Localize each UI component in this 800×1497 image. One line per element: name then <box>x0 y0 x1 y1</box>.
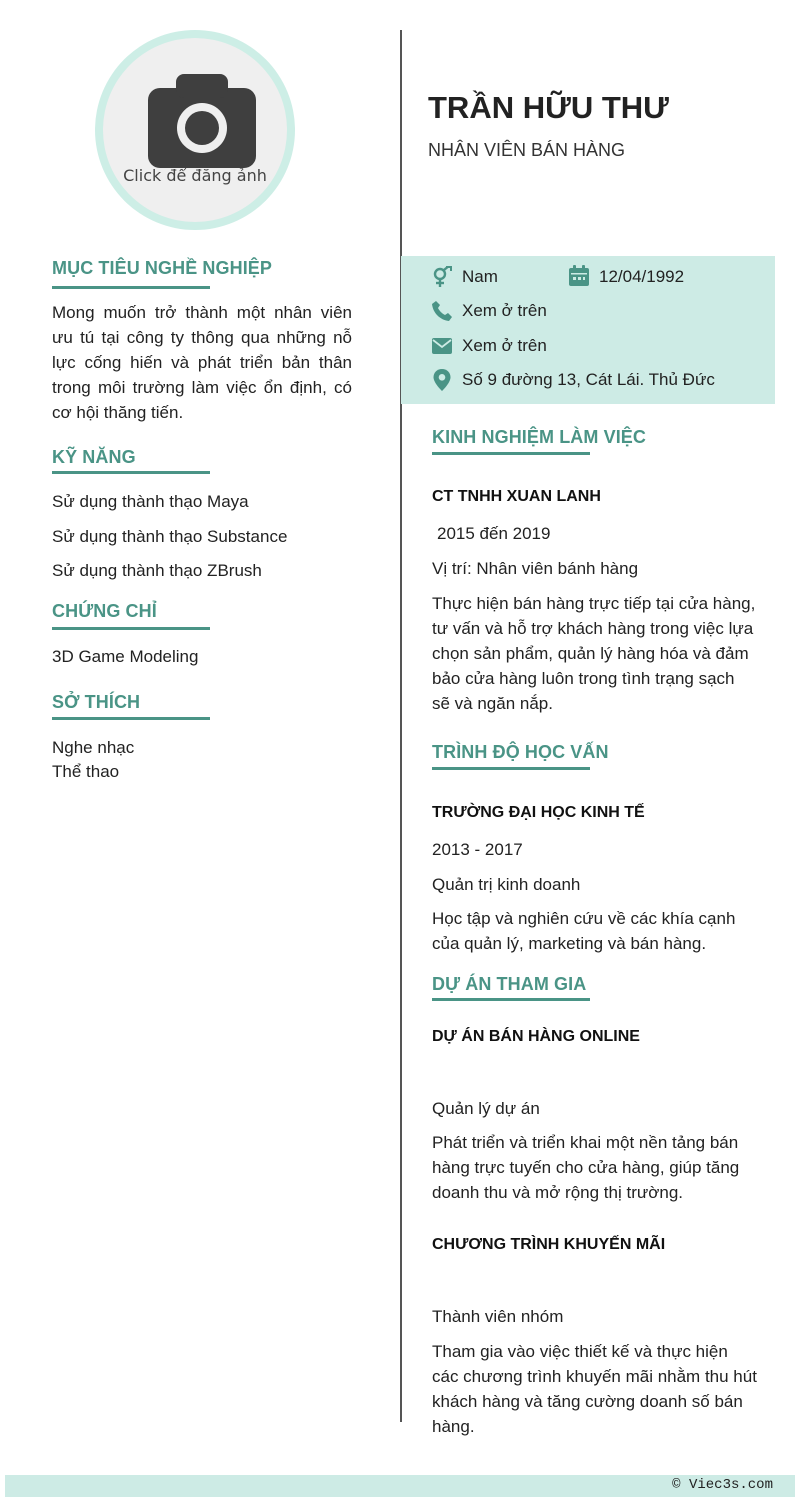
skill-item: Sử dụng thành thạo Maya <box>52 492 249 511</box>
experience-company: CT TNHH XUAN LANH <box>432 488 601 505</box>
projects-title: DỰ ÁN THAM GIA <box>432 974 587 994</box>
education-description: Học tập và nghiên cứu về các khía cạnh của quản lý, marketing và bán hàng. <box>432 909 736 953</box>
email-icon <box>431 335 453 357</box>
footer <box>5 1475 795 1497</box>
hobby-item: Nghe nhạc <box>52 738 135 757</box>
address-value: Số 9 đường 13, Cát Lái. Thủ Đức <box>462 370 715 389</box>
education-title: TRÌNH ĐỘ HỌC VẤN <box>432 742 609 762</box>
calendar-icon <box>568 265 590 287</box>
project-description: Tham gia vào việc thiết kế và thực hiện các chương trình khuyến mãi nhằm thu hút khách hàng và tăng cường doanh số bán hàng. <box>432 1342 757 1436</box>
project-role: Quản lý dự án <box>432 1099 540 1118</box>
location-icon <box>431 369 453 391</box>
gender-value: Nam <box>462 267 498 286</box>
camera-icon <box>148 74 256 168</box>
objective-underline <box>52 286 210 289</box>
project-name: DỰ ÁN BÁN HÀNG ONLINE <box>432 1028 640 1045</box>
education-underline <box>432 767 590 770</box>
objective-title: MỤC TIÊU NGHỀ NGHIỆP <box>52 258 273 278</box>
education-period: 2013 - 2017 <box>432 840 523 859</box>
avatar[interactable] <box>95 30 295 230</box>
hobbies-underline <box>52 717 210 720</box>
skill-item: Sử dụng thành thạo Substance <box>52 527 288 546</box>
avatar-placeholder[interactable] <box>103 38 287 222</box>
education-major: Quản trị kinh doanh <box>432 875 581 894</box>
gender-icon <box>431 266 453 288</box>
job-title: NHÂN VIÊN BÁN HÀNG <box>428 140 626 160</box>
skills-title: KỸ NĂNG <box>52 447 136 467</box>
hobby-item: Thể thao <box>52 762 120 781</box>
project-role: Thành viên nhóm <box>432 1307 564 1326</box>
contact-box <box>401 256 775 404</box>
objective-text: Mong muốn trở thành một nhân viên ưu tú tại công ty thông qua những nỗ lực cống hiến và phát triển bản thân trong môi trường làm việc ổn định, có cơ hội thăng tiến. <box>52 303 352 422</box>
skill-item: Sử dụng thành thạo ZBrush <box>52 561 262 580</box>
birthday-value: 12/04/1992 <box>599 267 685 286</box>
education-school: TRƯỜNG ĐẠI HỌC KINH TẾ <box>432 804 645 821</box>
project-description: Phát triển và triển khai một nền tảng bán hàng trực tuyến cho cửa hàng, giúp tăng doanh thu và mở rộng thị trường. <box>432 1133 740 1202</box>
column-divider <box>400 30 402 1422</box>
phone-value[interactable]: Xem ở trên <box>462 301 547 320</box>
email-value[interactable]: Xem ở trên <box>462 336 547 355</box>
skills-underline <box>52 471 210 474</box>
hobbies-title: SỞ THÍCH <box>52 692 141 712</box>
projects-underline <box>432 998 590 1001</box>
experience-description: Thực hiện bán hàng trực tiếp tại cửa hàng, tư vấn và hỗ trợ khách hàng trong việc lựa chọn sản phẩm, quản lý hàng hóa và đảm bảo cửa hàng luôn trong tình trạng sạch sẽ và ngăn nắp. <box>432 594 756 713</box>
candidate-name: TRẦN HỮU THƯ <box>428 90 669 125</box>
experience-position: Vị trí: Nhân viên bánh hàng <box>432 559 639 578</box>
certificates-underline <box>52 627 210 630</box>
certificates-title: CHỨNG CHỈ <box>52 601 157 621</box>
experience-title: KINH NGHIỆM LÀM VIỆC <box>432 427 647 447</box>
phone-icon <box>431 300 453 322</box>
footer-credit[interactable]: © Viec3s.com <box>672 1477 773 1493</box>
certificate-item: 3D Game Modeling <box>52 647 199 666</box>
experience-underline <box>432 452 590 455</box>
experience-period: 2015 đến 2019 <box>437 524 551 543</box>
project-name: CHƯƠNG TRÌNH KHUYẾN MÃI <box>432 1236 666 1253</box>
avatar-caption: Click để đăng ảnh <box>123 166 267 185</box>
